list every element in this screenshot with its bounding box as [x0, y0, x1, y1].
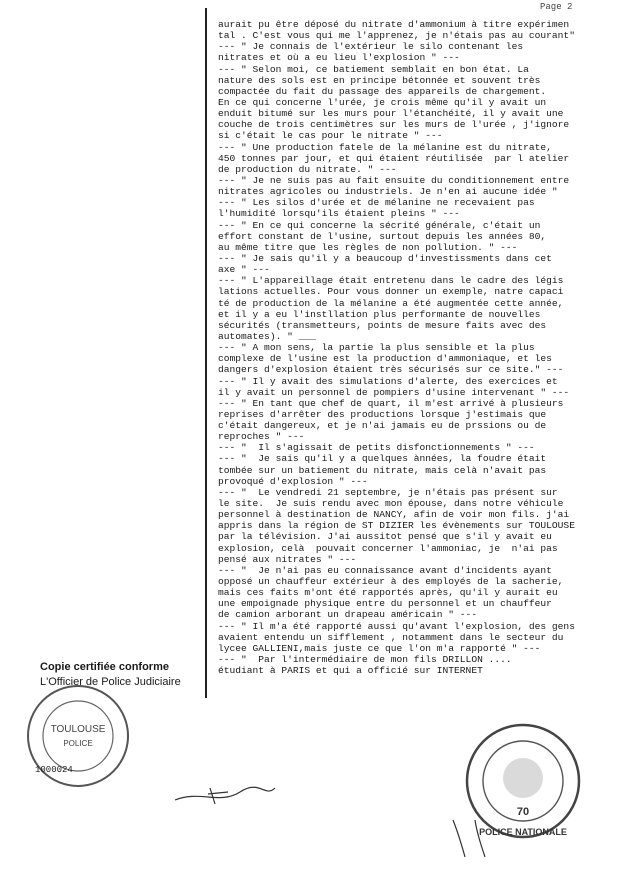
text-line: --- " En tant que chef de quart, il m'est arrivé à plusieurs — [218, 397, 564, 409]
text-line: le site. Je suis rendu avec mon épouse, dans notre véhicule — [218, 498, 564, 510]
text-line: --- " Je n'ai pas eu connaissance avant d'incidents ayant — [218, 564, 552, 576]
text-line: --- " Selon moi, ce batiement semblait en bon état. La — [218, 63, 529, 75]
text-line: appris dans la région de ST DIZIER les évènements sur TOULOUSE — [218, 520, 575, 532]
text-line: pensé aux nitrates " --- — [218, 553, 357, 565]
text-line: nitrates agricoles ou industriels. Je n'en ai aucune idée " — [218, 186, 558, 198]
text-line: lycee GALLIENI,mais juste ce que l'on m'a rapporté " --- — [218, 642, 541, 654]
text-line: axe " --- — [218, 264, 270, 276]
text-line: étudiant à PARIS et qui a officié sur INTERNET — [218, 665, 483, 677]
text-line: --- " L'appareillage était entretenu dans le cadre des légis — [218, 275, 564, 287]
text-line: de production du nitrate. " --- — [218, 163, 397, 175]
text-line: si c'était le cas pour le nitrate " --- — [218, 130, 443, 142]
margin-line — [205, 8, 207, 698]
text-line: nature des sols est en principe bétonnée et souvent très — [218, 74, 541, 86]
text-line: avaient entendu un sifflement , notamment dans le secteur du — [218, 631, 564, 643]
text-line: par la télévision. J'ai aussitot pensé que s'il y avait eu — [218, 531, 552, 543]
certification-title: Copie certifiée conforme — [40, 661, 169, 673]
text-line: automates). " ___ — [218, 330, 316, 342]
text-line: --- " Une production fatele de la mélanine est du nitrate, — [218, 141, 552, 153]
document-id: 1000024 — [35, 765, 73, 775]
text-line: et il y a eu l'instllation plus performante de nouvelles — [218, 308, 541, 320]
text-line: effort constant de l'usine, surtout depuis les années 80, — [218, 230, 547, 242]
page-number: Page 2 — [540, 2, 573, 12]
text-line: --- " Je sais qu'il y a beaucoup d'investissments dans cet — [218, 252, 552, 264]
text-line: sécurités (transmetteurs, points de mesure faits avec des — [218, 319, 547, 331]
text-line: au même titre que les règles de non pollution. " --- — [218, 241, 518, 253]
text-line: compactée du fait du passage des appareils de chargement. — [218, 85, 547, 97]
left-stamp-text: TOULOUSE — [50, 724, 106, 735]
text-line: tombée sur un batiement du nitrate, mais celà n'avait pas — [218, 464, 547, 476]
left-stamp — [22, 680, 134, 792]
text-line: --- " Il y avait des simulations d'alerte, des exercices et — [218, 375, 558, 387]
text-line: c'était dangereux, et je n'ai jamais eu de prssions ou de — [218, 420, 547, 432]
text-line: une empoignade physique entre du personnel et un chauffeur — [218, 598, 552, 610]
text-line: reproches " --- — [218, 431, 305, 443]
text-line: reprises d'arrêter des productions lorsque j'estimais que — [218, 408, 547, 420]
text-line: té de production de la mélanine a été augmentée cette année, — [218, 297, 564, 309]
text-line: mais ces faits m'ont été rapportés après, qu'il y aurait eu — [218, 587, 558, 599]
text-line: aurait pu être déposé du nitrate d'ammonium à titre expérimen — [218, 19, 570, 30]
text-line: complexe de l'usine est la production d'ammoniaque, et les — [218, 353, 552, 365]
text-line: couche de trois centimètres sur les murs de l'urée , j'ignore — [218, 119, 570, 131]
text-line: dangers d'explosion étaient très sécurisés sur ce site." --- — [218, 364, 564, 376]
text-line: de camion arborant un drapeau américain " --- — [218, 609, 478, 621]
svg-text:70: 70 — [516, 806, 530, 818]
text-line: enduit bitumé sur les murs pour l'étanchéité, il y avait une — [218, 108, 564, 120]
text-line: --- " En ce qui concerne la sécrité générale, c'était un — [218, 219, 541, 231]
text-line: 450 tonnes par jour, et qui étaient réutilisée par l atelier — [218, 152, 570, 164]
certification-officer: L'Officier de Police Judiciaire — [40, 676, 181, 688]
text-line: l'humidité lorsqu'ils étaient pleins " --- — [218, 208, 460, 220]
signature-right — [445, 815, 495, 860]
text-line: provoqué d'explosion " --- — [218, 475, 368, 487]
signature-left — [170, 780, 280, 810]
svg-text:POLICE: POLICE — [63, 739, 93, 748]
text-line: --- " Par l'intermédiaire de mon fils DRILLON .... — [218, 654, 512, 666]
text-line: --- " Les silos d'urée et de mélanine ne recevaient pas — [218, 197, 535, 209]
text-line: --- " A mon sens, la partie la plus sensible et la plus — [218, 342, 535, 354]
text-line: --- " Le vendredi 21 septembre, je n'étais pas présent sur — [218, 486, 558, 498]
text-line: --- " Il s'agissait de petits disfonctionnements " --- — [218, 442, 535, 454]
text-line: En ce qui concerne l'urée, je crois même qu'il y avait un — [218, 96, 547, 108]
statement-text — [218, 19, 610, 676]
text-line: --- " Je ne suis pas au fait ensuite du conditionnement entre — [218, 174, 570, 186]
text-line: nitrates et où a eu lieu l'explosion " --- — [218, 52, 460, 64]
text-line: il y avait un personnel de pompiers d'usine intervenant " --- — [218, 386, 570, 398]
svg-text:POLICE NATIONALE: POLICE NATIONALE — [479, 827, 567, 837]
text-line: --- " Il m'a été rapporté aussi qu'avant l'explosion, des gens — [218, 620, 575, 632]
text-line: explosion, celà pouvait concerner l'ammoniac, je n'ai pas — [218, 542, 558, 554]
text-line: opposé un chauffeur extérieur à des employés de la sacherie, — [218, 576, 564, 588]
text-line: --- " Je connais de l'extérieur le silo contenant les — [218, 41, 524, 53]
text-line: --- " Je sais qu'il y a quelques ànnées, la foudre était — [218, 453, 547, 465]
text-line: tal . C'est vous qui me l'apprenez, je n'étais pas au courant" — [218, 30, 575, 42]
text-line: lations actuelles. Pour vous donner un exemple, natre capaci — [218, 286, 564, 298]
text-line: personnel à destination de NANCY, afin de voir mon fils. j'ai — [218, 509, 570, 521]
